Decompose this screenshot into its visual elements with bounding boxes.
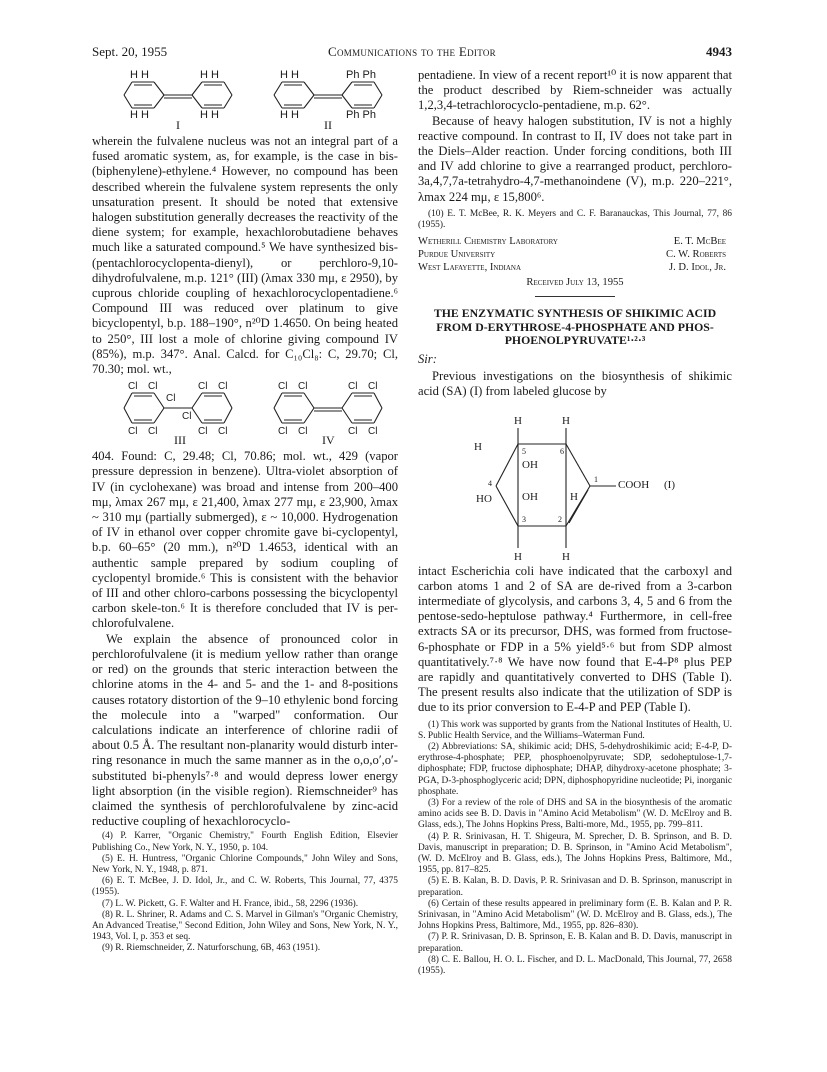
- right-column: [418, 68, 732, 977]
- perchloro-structures-III-IV: [92, 379, 398, 447]
- compound-label-IV: IV: [322, 433, 335, 448]
- footnotes-left: [92, 831, 398, 954]
- struct-label: H H: [200, 109, 219, 121]
- svg-text:Cl: Cl: [368, 381, 378, 393]
- struct-label: H H: [130, 69, 149, 81]
- svg-text:Cl: Cl: [182, 411, 192, 423]
- svg-text:Cl: Cl: [348, 381, 358, 393]
- footnote: (3) For a review of the role of DHS and SA in the biosynthesis of the aromatic amino acids see B. D. Davis in "Amino Acid Metabolism" (W. D. McElroy and B. Glass, eds.), The Johns Hopkins Press, Balti-more, Md., 1955, pp. 799–811.: [418, 798, 732, 831]
- struct-label: H H: [130, 109, 149, 121]
- struct-label: Ph Ph: [346, 109, 376, 121]
- svg-text:5: 5: [522, 446, 526, 456]
- svg-text:Cl: Cl: [278, 381, 288, 393]
- author-name: E. T. McBee: [673, 236, 726, 248]
- hydroxyl-label: HO: [476, 492, 492, 505]
- hydroxyl-label: OH: [522, 458, 538, 471]
- affiliation-line: Purdue University: [418, 249, 496, 261]
- compound-label-III: III: [174, 433, 186, 448]
- affiliation-line: Wetherill Chemistry Laboratory: [418, 236, 558, 248]
- issue-date: Sept. 20, 1955: [92, 44, 168, 59]
- struct-label: Ph Ph: [346, 69, 376, 81]
- svg-text:1: 1: [594, 474, 598, 484]
- svg-text:Cl: Cl: [148, 381, 158, 393]
- svg-text:Cl: Cl: [148, 426, 158, 438]
- received-date: Received July 13, 1955: [526, 277, 624, 289]
- footnote: (8) R. L. Shriner, R. Adams and C. S. Marvel in Gilman's "Organic Chemistry, An Advanced Treatise," Second Edition, John Wiley and Sons, New York, N. Y., 1943, Vol. I, p. 353 et seq.: [92, 909, 398, 943]
- struct-label: H H: [280, 109, 299, 121]
- compound-label-II: II: [324, 118, 332, 132]
- footnote: (7) L. W. Pickett, G. F. Walter and H. France, ibid., 58, 2296 (1936).: [102, 898, 359, 909]
- shikimic-acid-structure: [418, 400, 732, 564]
- svg-text:Cl: Cl: [278, 426, 288, 438]
- paragraph: Previous investigations on the biosynthesis of shikimic acid (SA) (I) from labeled glucose by: [418, 369, 732, 399]
- atom-h: H: [562, 414, 570, 427]
- footnote: (7) P. R. Srinivasan, D. B. Sprinson, E. B. Kalan and B. D. Davis, manuscript in preparation.: [418, 932, 732, 954]
- fulvalene-structures-I-II: [92, 68, 398, 130]
- author-affiliation: [418, 235, 732, 287]
- paragraph: 404. Found: C, 29.48; Cl, 70.86; mol. wt., 429 (vapor pressure depression in benzene). Ultra-violet absorption of IV (in cyclohexane) was broad and intense from 200–400 mμ, λmax 267 mμ, ε 21,400, λmax 277 mμ, ε 23,900, λmax ~ 310 mμ (partially submerged), ε ~ 10,000. Hydrogenation of IV in ethanol over copper chromite gave bi-cyclopentyl, b.p. 60–65° (20 mm.), n²⁰D 1.4653, identical with an authentic sample prepared by sodium coupling of cyclopentyl bromide.⁶ This is consistent with the behavior of III and other chloro-carbons possessing the bicyclopentyl carbon skele-ton.⁶ It is therefore concluded that IV is per-chlorofulvalene.: [92, 449, 398, 631]
- svg-text:Cl: Cl: [348, 426, 358, 438]
- author-name: J. D. Idol, Jr.: [668, 262, 726, 274]
- compound-label-I: (I): [664, 478, 675, 491]
- hydroxyl-label: OH: [522, 490, 538, 503]
- footnote: (8) C. E. Ballou, H. O. L. Fischer, and D. L. MacDonald, This Journal, 77, 2658 (1955).: [418, 954, 732, 977]
- svg-text:6: 6: [560, 446, 564, 456]
- svg-text:Cl: Cl: [368, 426, 378, 438]
- footnote: (6) E. T. McBee, J. D. Idol, Jr., and C. W. Roberts, This Journal, 77, 4375 (1955).: [92, 876, 398, 898]
- journal-section: Communications to the Editor: [328, 44, 496, 59]
- footnote: (5) E. H. Huntress, "Organic Chlorine Compounds," John Wiley and Sons, New York, N. Y., 1948, p. 871.: [92, 853, 398, 875]
- footnote: (5) E. B. Kalan, B. D. Davis, P. R. Srinivasan and D. B. Sprinson, manuscript in preparation.: [418, 876, 732, 898]
- page-header: [92, 44, 732, 62]
- footnote: (2) Abbreviations: SA, shikimic acid; DHS, 5-dehydroshikimic acid; E-4-P, D-erythrose-4-phosphate; PEP, phosphoenolpyruvate; SDP, sedoheptulose-1,7-diphosphate; FDP, fructose diphosphate; DHAP, dihydroxy-acetone phosphate; 3-PGA, D-3-phosphoglyceric acid; DPN, diphosphopyridine nucleotide; Pi, inorganic phosphate.: [418, 741, 732, 797]
- atom-h: H: [514, 550, 522, 563]
- svg-text:4: 4: [488, 478, 492, 488]
- carboxyl-label: COOH: [618, 478, 650, 491]
- atom-h: H: [570, 490, 578, 503]
- paragraph: pentadiene. In view of a recent report¹⁰ it is now apparent that the product described by Riem-schneider was actually 1,2,3,4-tetrachlorocyclo-pentadiene, m.p. 62°.: [418, 68, 732, 113]
- author-name: C. W. Roberts: [666, 249, 726, 261]
- footnote: (4) P. R. Srinivasan, H. T. Shigeura, M. Sprecher, D. B. Sprinson, and B. D. Davis, manuscript in preparation; D. B. Sprinson, in "Amino Acid Metabolism", (W. D. McElroy and B. Glass, eds.), The Johns Hopkins Press, Baltimore, Md., 1955, pp. 817–825.: [418, 831, 732, 876]
- left-column: [92, 68, 398, 955]
- svg-text:Cl: Cl: [198, 426, 208, 438]
- atom-h: H: [514, 414, 522, 427]
- svg-text:Cl: Cl: [218, 381, 228, 393]
- salutation: Sir:: [418, 351, 437, 366]
- paragraph: Because of heavy halogen substitution, IV is not a highly reactive compound. In contrast to II, IV does not take part in the Diels–Alder reaction. Under forcing conditions, both III and IV add chlorine to give a rearranged product, perchloro-3a,4,7,7a-tetrahydro-4,7-methanoindene (V), m.p. 220–221°, λmax 224 mμ, ε 15,800⁶.: [418, 113, 732, 204]
- svg-text:Cl: Cl: [198, 381, 208, 393]
- footnote: (10) E. T. McBee, R. K. Meyers and C. F. Baranauckas, This Journal, 77, 86 (1955).: [418, 208, 732, 231]
- atom-h: H: [562, 550, 570, 563]
- paragraph: We explain the absence of pronounced color in perchlorofulvalene (it is medium yellow rather than orange or red) on the grounds that steric interaction between the chlorine atoms in the 4- and 5- and the 1- and 8-positions causes rotatory distortion of the 9–10 ethylenic bond forcing the molecule into a "warped" conformation. Our calculations indicate an interference of chlorine radii of about 0.5 Å. The resultant non-planarity would disturb inter-ring resonance in much the same manner as in the o,o,o′,o′-substituted bi-phenyls⁷·⁸ and would depress lower energy light absorption (in the visible region). Riemschneider⁹ has claimed the synthesis of perchlorofulvalene by zinc-acid reductive coupling of hexachlorocyclo-: [92, 631, 398, 829]
- struct-label: H H: [280, 69, 299, 81]
- footnote: (6) Certain of these results appeared in preliminary form (E. B. Kalan and P. R. Srinivasan, in "Amino Acid Metabolism" (W. D. McElroy and B. Glass, eds.), The Johns Hopkins Press, Baltimore, Md., 1955, pp. 826–830).: [418, 898, 732, 932]
- structure-drawing: [418, 400, 732, 564]
- paragraph: wherein the fulvalene nucleus was not an integral part of a fused aromatic system, as, for example, is the case in bis-(biphenylene)-ethylene.⁴ However, no compound has been described wherein the fulvalene system represents the only unsaturation present. It should be noted that extensive halogen substitution generally decreases the reactivity of the diene system; for example, hexachlorobutadiene behaves much like a saturated compound.⁵ We have synthesized bis-(pentachlorocyclopenta-dienyl), or perchloro-9,10-dihydrofulvalene, m.p. 121° (III) (λmax 330 mμ, ε 2950), by cuprous chloride coupling of hexachlorocyclopentadiene.⁶ Compound III was reduced over platinum to give bicyclopentyl, b.p. 188–190°, n²⁰D 1.4650. On being heated to 250°, III lost a mole of chlorine giving compound IV (85%), m.p. 347°. Anal. Calcd. for C₁₀Cl₈: C, 29.70; Cl, 70.30; mol. wt.,: [92, 134, 398, 377]
- svg-text:Cl: Cl: [166, 393, 176, 405]
- svg-text:Cl: Cl: [298, 381, 308, 393]
- page-number: 4943: [706, 44, 732, 59]
- svg-text:3: 3: [522, 514, 526, 524]
- svg-text:2: 2: [558, 514, 562, 524]
- svg-text:Cl: Cl: [128, 381, 138, 393]
- paragraph: intact Escherichia coli have indicated that the carboxyl and carbon atoms 1 and 2 of SA are de-rived from a 3-carbon intermediate of glycolysis, and carbons 3, 4, 5 and 6 from the pentose-sedo-heptulose pathway.⁴ Furthermore, in cell-free extracts SA or its precursor, DHS, was formed from fructose-6-phosphate or FDP in a 5% yield⁵·⁶ but from SDP almost quantitatively.⁷·⁸ We have now found that E-4-P⁸ plus PEP are rapidly and quantitatively converted to DHS (Table I). The present results also indicate that the utilization of SDP is due to its prior conversion to E-4-P and PEP (Table I).: [418, 563, 732, 715]
- struct-label: H H: [200, 69, 219, 81]
- footnotes-right: [418, 720, 732, 978]
- svg-text:Cl: Cl: [128, 426, 138, 438]
- structure-drawing: [92, 379, 398, 447]
- compound-label-I: I: [176, 118, 180, 132]
- divider: [535, 296, 615, 297]
- article-title: THE ENZYMATIC SYNTHESIS OF SHIKIMIC ACID FROM D-ERYTHROSE-4-PHOSPHATE AND PHOS-PHOENOLPYRUVATE¹·²·³: [433, 306, 717, 348]
- footnote: (1) This work was supported by grants from the National Institutes of Health, U. S. Public Health Service, and the Williams–Waterman Fund.: [418, 719, 732, 741]
- affiliation-line: West Lafayette, Indiana: [418, 262, 521, 274]
- atom-h: H: [474, 440, 482, 453]
- footnote: (9) R. Riemschneider, Z. Naturforschung, 6B, 463 (1951).: [102, 943, 321, 954]
- footnote: (4) P. Karrer, "Organic Chemistry," Fourth English Edition, Elsevier Publishing Co., New York, N. Y., 1950, p. 104.: [92, 831, 398, 853]
- svg-text:Cl: Cl: [218, 426, 228, 438]
- svg-text:Cl: Cl: [298, 426, 308, 438]
